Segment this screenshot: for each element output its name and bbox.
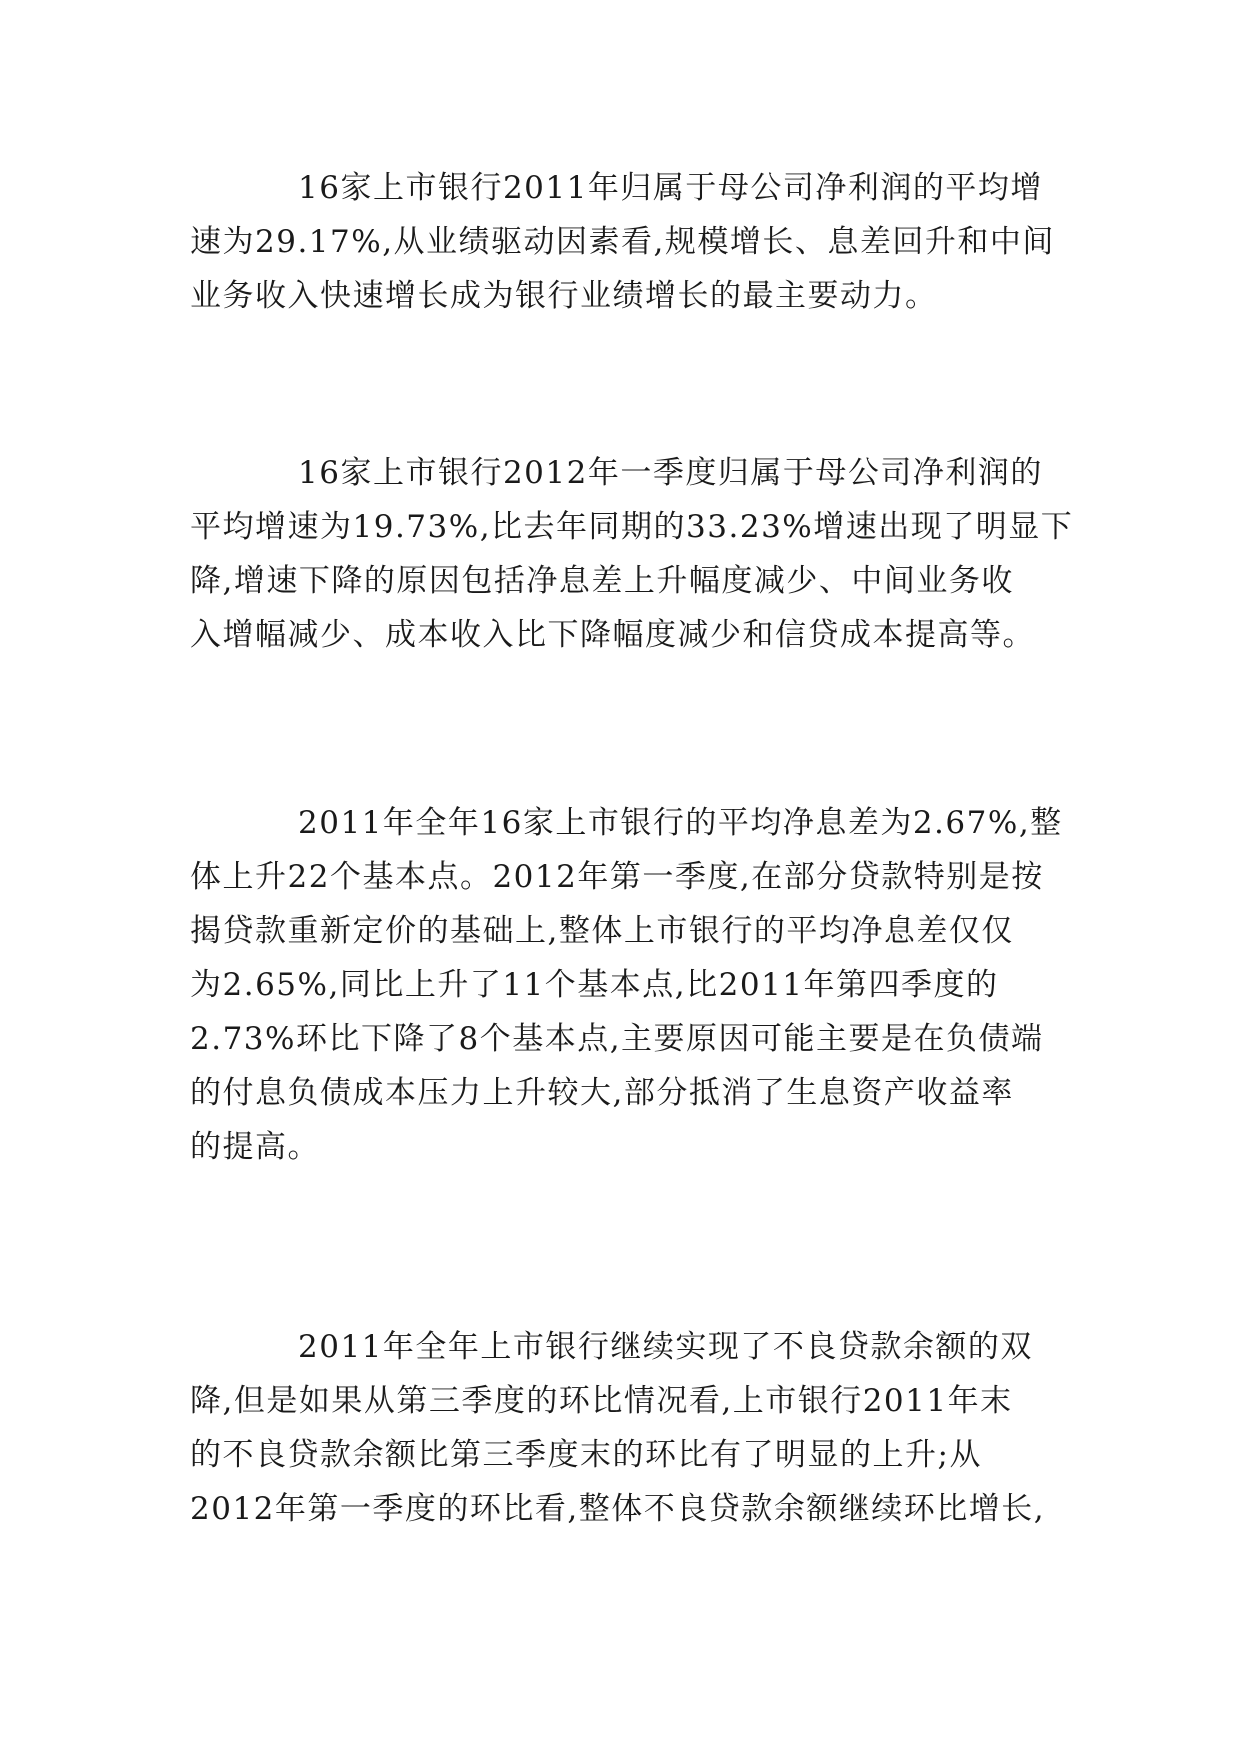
- paragraph-line: 16家上市银行2011年归属于母公司净利润的平均增: [298, 170, 1043, 206]
- paragraph-line: 平均增速为19.73%,比去年同期的33.23%增速出现了明显下: [190, 509, 1074, 545]
- paragraph-net-profit-q1-2012: [190, 446, 1074, 662]
- paragraph-line: 2011年全年16家上市银行的平均净息差为2.67%,整: [298, 805, 1063, 841]
- paragraph-line: 16家上市银行2012年一季度归属于母公司净利润的: [298, 455, 1043, 491]
- paragraph-net-interest-margin: [190, 796, 1063, 1174]
- paragraph-line: 2.73%环比下降了8个基本点,主要原因可能主要是在负债端: [190, 1021, 1044, 1057]
- paragraph-line: 的提高。: [190, 1129, 320, 1165]
- paragraph-line: 速为29.17%,从业绩驱动因素看,规模增长、息差回升和中间: [190, 224, 1055, 260]
- paragraph-line: 体上升22个基本点。2012年第一季度,在部分贷款特别是按: [190, 859, 1044, 895]
- paragraph-line: 揭贷款重新定价的基础上,整体上市银行的平均净息差仅仅: [190, 913, 1014, 949]
- paragraph-line: 的付息负债成本压力上升较大,部分抵消了生息资产收益率: [190, 1075, 1014, 1111]
- paragraph-line: 2011年全年上市银行继续实现了不良贷款余额的双: [298, 1329, 1033, 1365]
- paragraph-line: 为2.65%,同比上升了11个基本点,比2011年第四季度的: [190, 967, 999, 1003]
- paragraph-line: 的不良贷款余额比第三季度末的环比有了明显的上升;从: [190, 1437, 982, 1473]
- paragraph-line: 业务收入快速增长成为银行业绩增长的最主要动力。: [190, 278, 938, 314]
- paragraph-line: 2012年第一季度的环比看,整体不良贷款余额继续环比增长,: [190, 1491, 1046, 1527]
- paragraph-line: 降,增速下降的原因包括净息差上升幅度减少、中间业务收: [190, 563, 1014, 599]
- paragraph-net-profit-2011: [190, 161, 1055, 323]
- paragraph-non-performing-loans: [190, 1320, 1050, 1536]
- paragraph-line: 入增幅减少、成本收入比下降幅度减少和信贷成本提高等。: [190, 617, 1035, 653]
- paragraph-line: 降,但是如果从第三季度的环比情况看,上市银行2011年末: [190, 1383, 1013, 1419]
